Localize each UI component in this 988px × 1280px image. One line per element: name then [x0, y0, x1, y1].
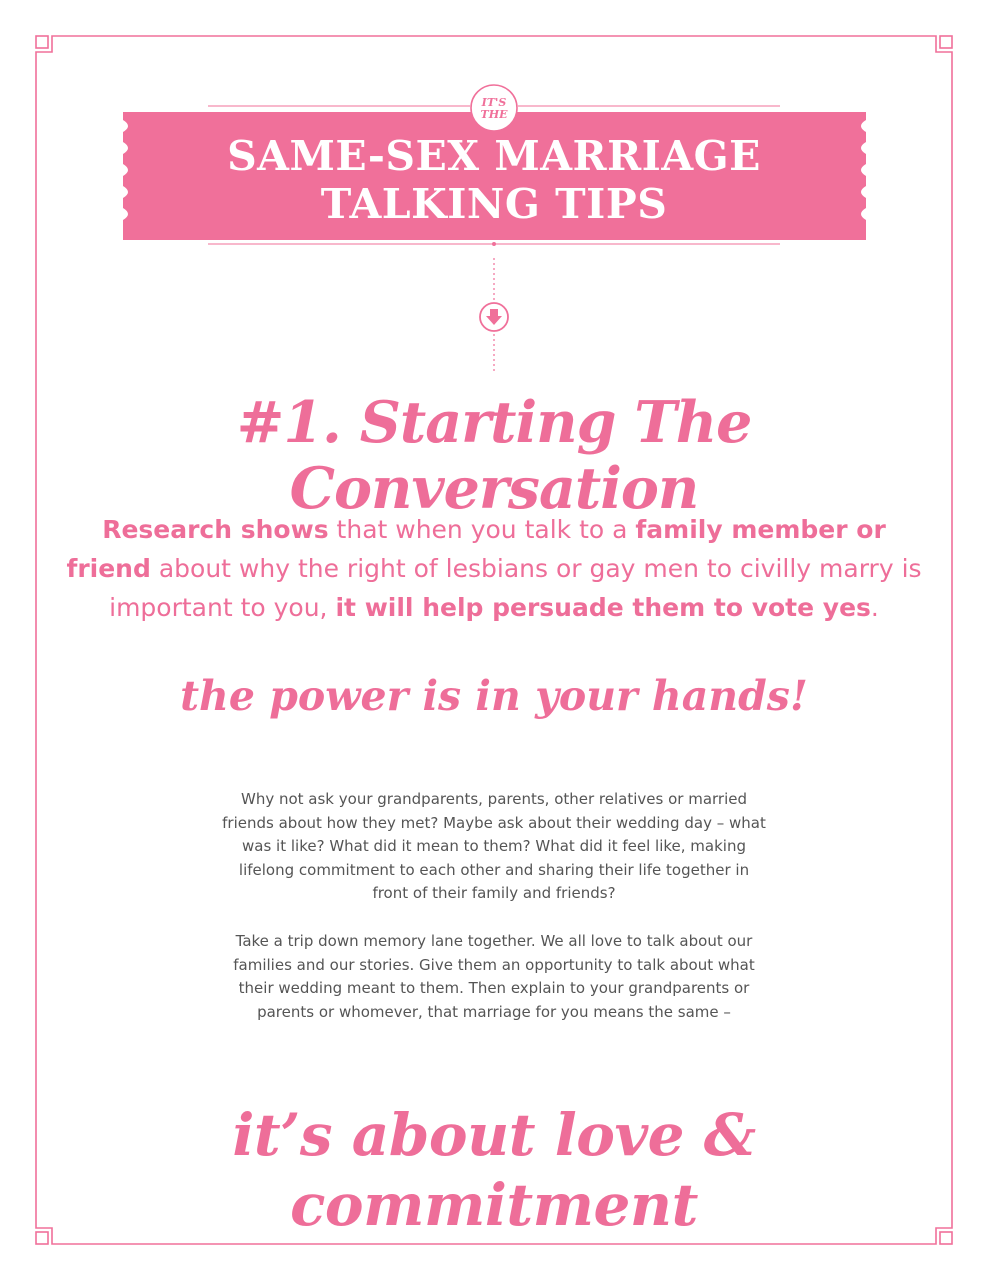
body-paragraph-2: Take a trip down memory lane together. We all love to talk about our families and our stories. Give them an opportunity to talk about what their wedding meant to them. Then explain to your grandparents or parents or whomever, that marriage for you means the same – — [233, 932, 755, 1021]
badge-line-1: IT'S — [481, 96, 507, 109]
intro-text-4: about why the right of lesbians or gay men to civilly marry is important to you, — [109, 554, 922, 622]
intro-text-2: that when you talk to a — [328, 515, 636, 544]
header-badge — [470, 90, 518, 130]
intro-bold-1: Research shows — [102, 515, 329, 544]
intro-bold-3: family member or friend — [66, 515, 886, 583]
title-line-2: TALKING TIPS — [320, 180, 668, 228]
badge-line-2: THE — [480, 108, 508, 121]
title-line-1: SAME-SEX MARRIAGE — [227, 132, 761, 180]
intro-statement — [60, 510, 928, 627]
page-title — [120, 132, 868, 228]
section-heading: #1. Starting The Conversation — [236, 389, 752, 522]
tagline-love: it’s about love & commitment — [232, 1101, 756, 1239]
down-arrow-circle-icon — [480, 303, 508, 331]
body-paragraph-1: Why not ask your grandparents, parents, other relatives or married friends about how they met? Maybe ask about their wedding day – what was it like? What did it mean to them? What did it feel like, making lifelong commitment to each other and sharing their life together in front of their family and friends? — [222, 790, 766, 902]
intro-bold-5: it will help persuade them to vote yes — [335, 593, 871, 622]
intro-text-6: . — [870, 593, 879, 622]
tagline-power: the power is in your hands! — [180, 672, 808, 720]
